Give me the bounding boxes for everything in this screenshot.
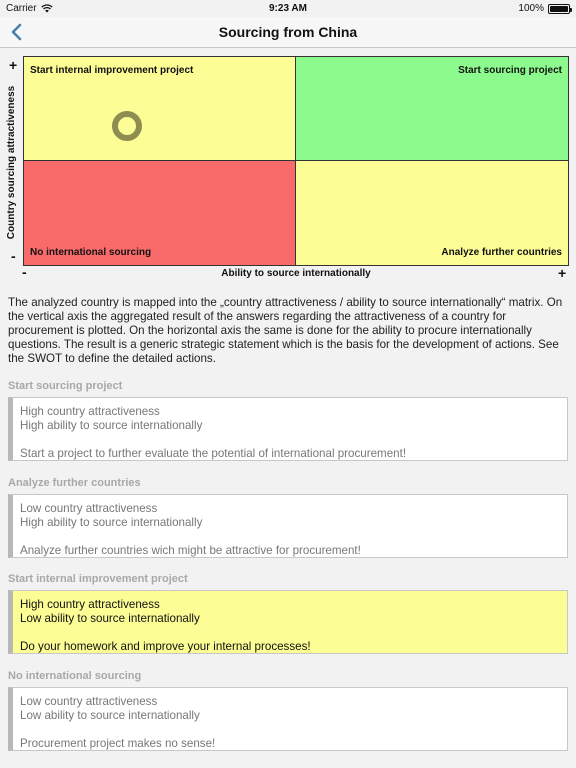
carrier-label: Carrier (6, 3, 37, 14)
strategy-matrix (0, 50, 576, 286)
page-title: Sourcing from China (218, 24, 358, 40)
card-line-ability: High ability to source internationally (20, 516, 203, 529)
quadrant-label-start-sourcing: Start sourcing project (458, 65, 562, 76)
quadrant-label-internal-improvement: Start internal improvement project (30, 65, 194, 76)
card-internal-improvement (8, 590, 568, 654)
quadrant-label-no-sourcing: No international sourcing (30, 247, 152, 258)
card-line-attractiveness: High country attractiveness (20, 598, 160, 611)
status-right (518, 3, 570, 14)
matrix-description: The analyzed country is mapped into the „country attractiveness / ability to source internationally“ matrix. On the vertical axis the aggregated result of the answers regarding the attractiveness of a country for procurement is plotted. On the horizontal axis the same is done for the ability to procure internationally questions. The result is a generic strategic statement which is the basis for the development of actions. See the SWOT to define the detailed actions. (8, 296, 563, 365)
battery-percent: 100% (518, 3, 544, 14)
section-title-no-sourcing: No international sourcing (8, 670, 142, 682)
section-title-internal-improvement: Start internal improvement project (8, 573, 188, 585)
status-time: 9:23 AM (269, 3, 307, 14)
section-title-start-sourcing: Start sourcing project (8, 380, 123, 392)
battery-icon (548, 4, 570, 14)
section-title-analyze-further: Analyze further countries (8, 477, 141, 489)
navigation-bar (0, 17, 576, 48)
card-action-text: Procurement project makes no sense! (20, 737, 216, 750)
quadrant-bottom-right (296, 161, 568, 265)
country-position-marker (112, 111, 142, 141)
x-axis-label: Ability to source internationally (221, 268, 371, 279)
card-analyze-further (8, 494, 568, 558)
card-line-attractiveness: High country attractiveness (20, 405, 160, 418)
matrix-grid (23, 56, 569, 266)
quadrant-bottom-left (24, 161, 296, 265)
card-line-attractiveness: Low country attractiveness (20, 502, 158, 515)
card-action-text: Do your homework and improve your internal processes! (20, 640, 311, 653)
card-line-ability: Low ability to source internationally (20, 709, 200, 722)
card-action-text: Analyze further countries wich might be attractive for procurement! (20, 544, 361, 557)
y-axis-plus: + (9, 57, 18, 73)
card-start-sourcing (8, 397, 568, 461)
quadrant-top-right (296, 57, 568, 161)
card-action-text: Start a project to further evaluate the potential of international procurement! (20, 447, 407, 460)
card-line-attractiveness: Low country attractiveness (20, 695, 158, 708)
x-axis-plus: + (558, 265, 567, 281)
quadrant-top-left (24, 57, 296, 161)
card-line-ability: Low ability to source internationally (20, 612, 200, 625)
battery-fill (550, 6, 568, 12)
card-line-ability: High ability to source internationally (20, 419, 203, 432)
y-axis-label: Country sourcing attractiveness (6, 85, 18, 239)
y-axis-minus: - (11, 248, 16, 264)
card-no-sourcing (8, 687, 568, 751)
quadrant-label-analyze-further: Analyze further countries (441, 247, 562, 258)
status-bar (0, 0, 576, 17)
x-axis-minus: - (22, 264, 27, 280)
y-axis-label-container (4, 58, 20, 266)
